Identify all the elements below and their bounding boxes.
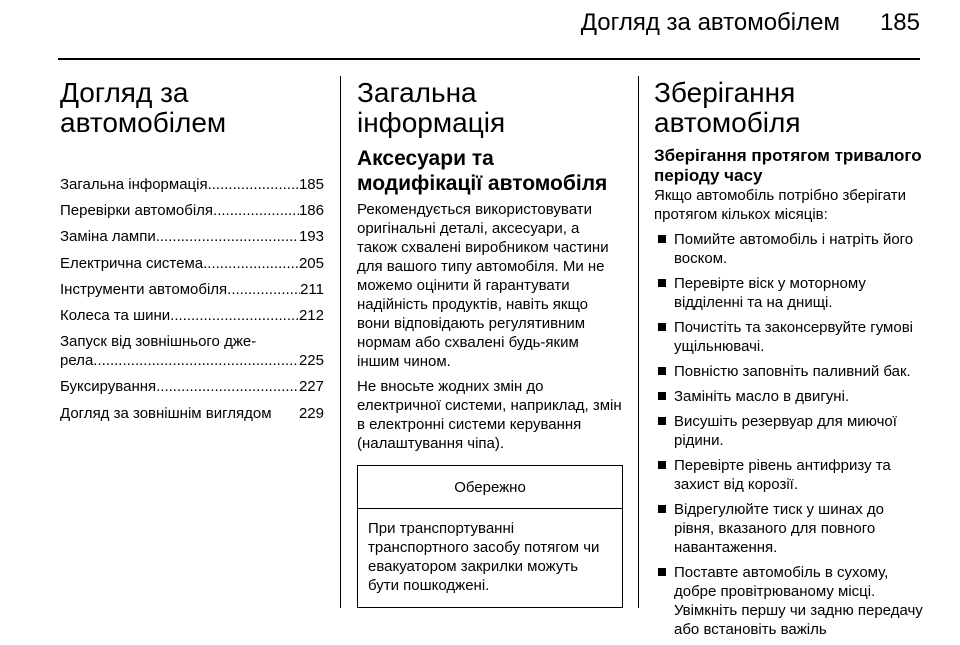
caution-box	[357, 465, 623, 608]
bullet-square-icon	[658, 279, 666, 287]
subsection-heading: Зберігання протягом тривалого періоду часу	[654, 146, 922, 185]
toc-entry[interactable]: Перевірки автомобіля ..... 186	[60, 201, 324, 220]
toc-entry[interactable]: Догляд за зовнішнім виглядом 229	[60, 404, 324, 422]
section-heading: Загальна інформація	[357, 77, 506, 138]
header-rule	[58, 58, 920, 60]
list-item: Перевірте віск у моторному відділенні та на днищі.	[654, 274, 926, 312]
table-of-contents	[60, 175, 324, 423]
intro-paragraph: Якщо автомобіль потрібно зберігати протягом кількох місяців:	[654, 187, 907, 223]
list-item: Поставте автомобіль в сухому, добре провітрюваному місці. Увімкніть першу чи задню передачу або встановіть важіль	[654, 563, 926, 639]
list-item: Помийте автомобіль і натріть його воском.	[654, 230, 926, 268]
bullet-square-icon	[658, 461, 666, 469]
bullet-square-icon	[658, 323, 666, 331]
list-item: Перевірте рівень антифризу та захист від корозії.	[654, 456, 926, 494]
bullet-square-icon	[658, 392, 666, 400]
general-info-column	[357, 78, 623, 608]
chapter-title: Догляд за автомобілем	[60, 77, 227, 138]
running-header-title: Догляд за автомобілем	[580, 9, 840, 36]
section-heading: Зберігання автомобіля	[654, 77, 801, 138]
list-item: Замініть масло в двигуні.	[654, 387, 926, 406]
toc-entry[interactable]: Загальна інформація ..... 185	[60, 175, 324, 194]
toc-entry[interactable]: Запуск від зовнішнього дже- рела ..... 225	[60, 332, 324, 370]
storage-column	[654, 78, 926, 645]
toc-entry[interactable]: Заміна лампи ..... 193	[60, 227, 324, 246]
bullet-square-icon	[658, 505, 666, 513]
toc-entry[interactable]: Електрична система ..... 205	[60, 254, 324, 273]
column-divider-1	[340, 76, 341, 608]
toc-entry[interactable]: Буксирування ..... 227	[60, 377, 324, 396]
body-paragraph: Не вносьте жодних змін до електричної системи, наприклад, змін в електронні системи керування (налаштування чіпа).	[357, 378, 622, 452]
list-item: Відрегулюйте тиск у шинах до рівня, вказаного для повного навантаження.	[654, 500, 926, 557]
list-item: Почистіть та законсервуйте гумові ущільнювачі.	[654, 318, 926, 356]
chapter-column	[60, 78, 324, 430]
bullet-square-icon	[658, 235, 666, 243]
page-number: 185	[879, 9, 920, 36]
body-paragraph: Рекомендується використовувати оригінальні деталі, аксесуари, а також схвалені виробником частини для вашого типу автомобіля. Ми не можемо оцінити й гарантувати надійність продуктів, навіть якщо вони відповідають регулятивним нормам або схвалені будь-яким іншим чином.	[357, 201, 609, 370]
list-item: Висушіть резервуар для миючої рідини.	[654, 412, 926, 450]
caution-text: При транспортуванні транспортного засобу потягом чи евакуатором закрилки можуть бути пошкоджені.	[368, 520, 600, 594]
caution-title: Обережно	[358, 466, 622, 509]
subsection-heading: Аксесуари та модифікації автомобіля	[357, 147, 608, 195]
bullet-square-icon	[658, 367, 666, 375]
bullet-square-icon	[658, 568, 666, 576]
bullet-square-icon	[658, 417, 666, 425]
column-divider-2	[638, 76, 639, 608]
storage-checklist	[654, 230, 926, 639]
list-item: Повністю заповніть паливний бак.	[654, 362, 926, 381]
toc-entry[interactable]: Колеса та шини ..... 212	[60, 306, 324, 325]
toc-entry[interactable]: Інструменти автомобіля ..... 211	[60, 280, 324, 299]
